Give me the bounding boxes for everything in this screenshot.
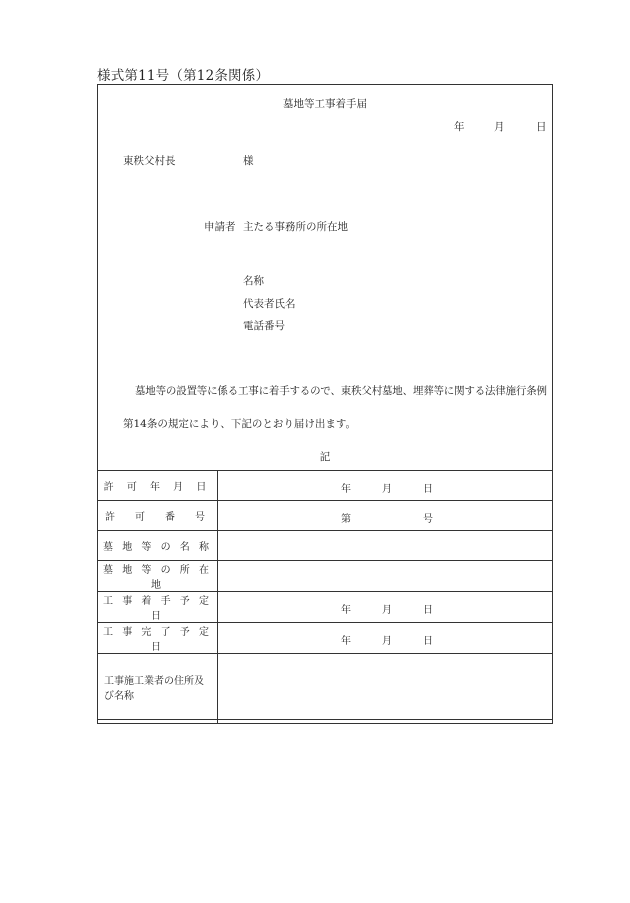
permit-go-label: 号 bbox=[423, 514, 433, 525]
date-year-label: 年 bbox=[454, 121, 465, 133]
start-year-label: 年 bbox=[341, 605, 351, 616]
completion-month-label: 月 bbox=[382, 636, 392, 647]
cemetery-location-label: 墓 地 等 の 所 在 地 bbox=[98, 561, 218, 592]
completion-day-label: 日 bbox=[423, 636, 433, 647]
contractor-label: 工事施工業者の住所及び名称 bbox=[98, 654, 218, 724]
detail-table bbox=[97, 470, 553, 724]
cemetery-location-field[interactable] bbox=[218, 561, 553, 592]
start-day-label: 日 bbox=[423, 605, 433, 616]
contractor-field[interactable] bbox=[218, 654, 553, 724]
row-permit-number bbox=[98, 501, 553, 531]
form-frame bbox=[97, 84, 553, 720]
permit-date-label: 許 可 年 月 日 bbox=[98, 471, 218, 501]
row-contractor bbox=[98, 654, 553, 724]
row-permit-date bbox=[98, 471, 553, 501]
completion-date-field[interactable] bbox=[218, 623, 553, 654]
row-cemetery-name bbox=[98, 531, 553, 561]
cemetery-name-field[interactable] bbox=[218, 531, 553, 561]
applicant-label: 申請者 bbox=[204, 221, 236, 233]
start-date-label: 工 事 着 手 予 定 日 bbox=[98, 592, 218, 623]
date-month-label: 月 bbox=[494, 121, 505, 133]
applicant-name-label: 名称 bbox=[243, 275, 264, 287]
completion-date-label: 工 事 完 了 予 定 日 bbox=[98, 623, 218, 654]
document-title: 墓地等工事着手届 bbox=[283, 98, 367, 110]
permit-year-label: 年 bbox=[341, 484, 351, 495]
addressee: 東秩父村長 bbox=[123, 155, 176, 167]
permit-number-field[interactable] bbox=[218, 501, 553, 531]
representative-name-label: 代表者氏名 bbox=[243, 298, 296, 310]
start-month-label: 月 bbox=[382, 605, 392, 616]
cemetery-name-label: 墓 地 等 の 名 称 bbox=[98, 531, 218, 561]
permit-month-label: 月 bbox=[382, 484, 392, 495]
honorific: 様 bbox=[243, 155, 254, 167]
completion-year-label: 年 bbox=[341, 636, 351, 647]
permit-number-label: 許 可 番 号 bbox=[98, 501, 218, 531]
phone-number-label: 電話番号 bbox=[243, 320, 285, 332]
body-text-line1: 墓地等の設置等に係る工事に着手するので、東秩父村墓地、埋葬等に関する法律施行条例 bbox=[135, 385, 547, 397]
ki-heading: 記 bbox=[319, 451, 331, 463]
applicant-address-label: 主たる事務所の所在地 bbox=[243, 221, 348, 233]
date-day-label: 日 bbox=[536, 121, 547, 133]
body-text-line2: 第14条の規定により、下記のとおり届け出ます。 bbox=[123, 418, 357, 430]
permit-day-label: 日 bbox=[423, 484, 433, 495]
row-completion-date bbox=[98, 623, 553, 654]
permit-date-field[interactable] bbox=[218, 471, 553, 501]
form-number: 様式第11号（第12条関係） bbox=[97, 68, 270, 84]
permit-dai-label: 第 bbox=[341, 514, 351, 525]
start-date-field[interactable] bbox=[218, 592, 553, 623]
row-cemetery-location bbox=[98, 561, 553, 592]
row-start-date bbox=[98, 592, 553, 623]
